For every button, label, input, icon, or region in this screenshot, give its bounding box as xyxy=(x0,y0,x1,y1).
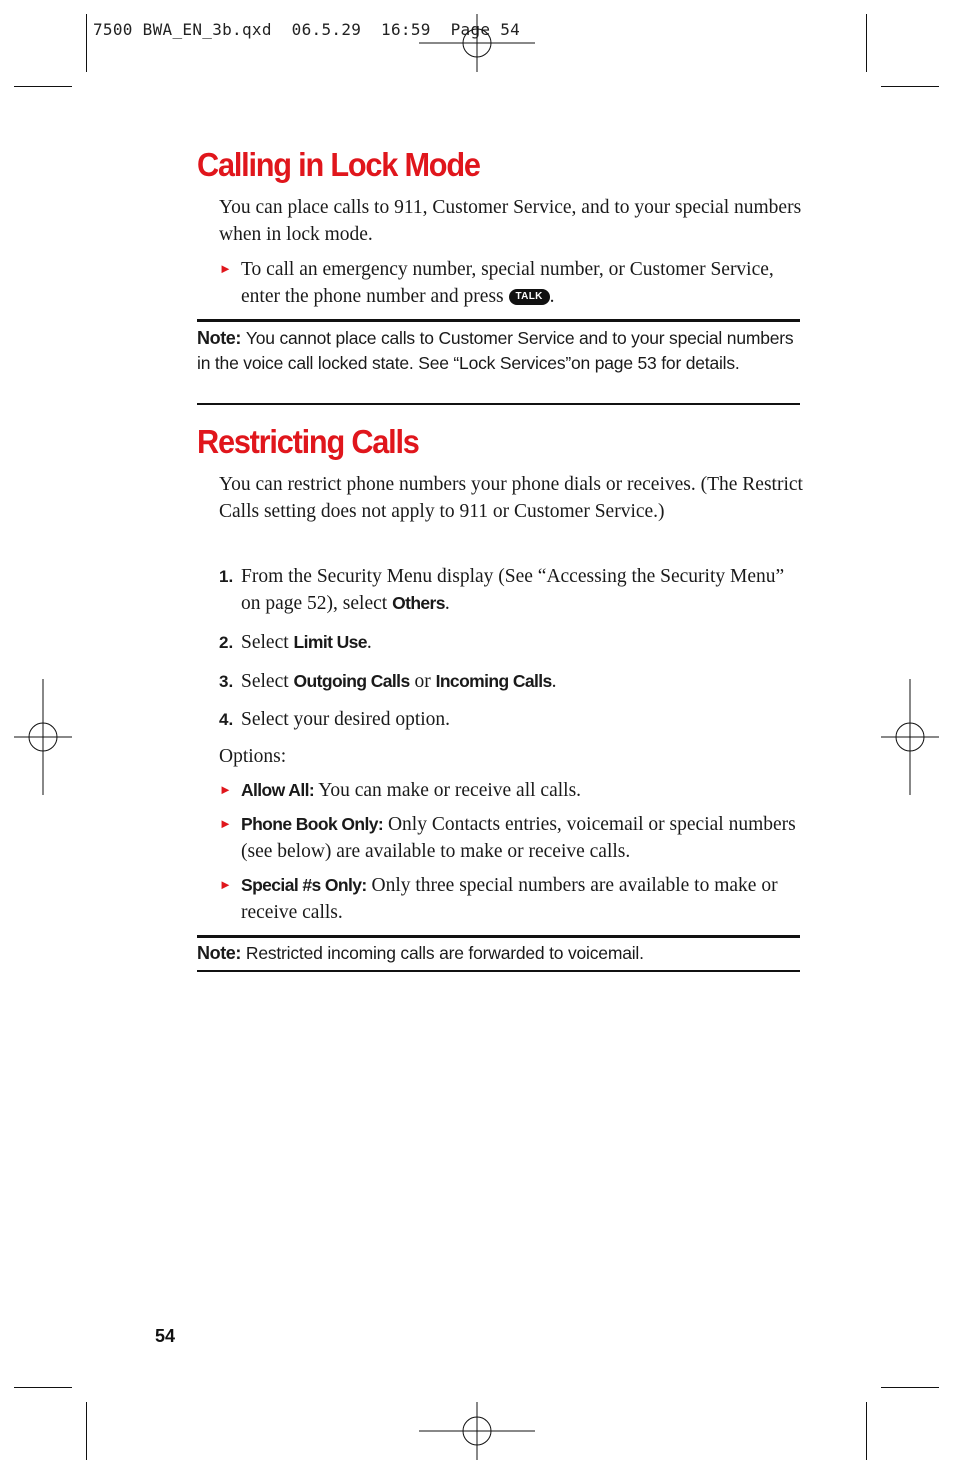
option-phone-book-only xyxy=(219,811,804,865)
note-text: Restricted incoming calls are forwarded to voicemail. xyxy=(245,943,644,963)
crop-mark-top-left-h xyxy=(14,86,72,87)
option-special-numbers-only xyxy=(219,872,804,926)
step-text: Select xyxy=(241,632,289,653)
option-text: You can make or receive all calls. xyxy=(318,780,582,801)
step-number: 2. xyxy=(219,633,234,652)
menu-option-limit-use: Limit Use xyxy=(293,632,367,652)
crop-mark-bottom-left-v xyxy=(86,1402,87,1460)
talk-key-icon: TALK xyxy=(509,289,550,305)
step-punct: . xyxy=(551,671,557,692)
section-title-restricting-calls: Restricting Calls xyxy=(197,423,419,460)
crop-mark-bottom-right-h xyxy=(881,1387,939,1388)
step-3 xyxy=(219,668,804,695)
step-text-or: or xyxy=(414,671,431,692)
step-1 xyxy=(219,563,804,617)
step-text: From the Security Menu display (See “Accessing the Security Menu” on page 52), select xyxy=(241,566,785,614)
note-box-2 xyxy=(197,935,800,972)
section1-bullet xyxy=(219,256,804,310)
option-label: Phone Book Only: xyxy=(241,814,384,834)
registration-mark-left xyxy=(14,679,72,795)
option-label: Special #s Only: xyxy=(241,875,367,895)
step-2 xyxy=(219,629,804,656)
note-label: Note: xyxy=(197,328,241,348)
crop-mark-top-left-v xyxy=(86,14,87,72)
option-allow-all xyxy=(219,777,804,804)
step-punct: . xyxy=(444,593,450,614)
registration-mark-top xyxy=(419,14,535,72)
crop-mark-bottom-right-v xyxy=(866,1402,867,1460)
step-text: Select your desired option. xyxy=(241,709,451,730)
bullet-arrow-icon: ► xyxy=(219,816,232,831)
note-label: Note: xyxy=(197,943,241,963)
bullet-arrow-icon: ► xyxy=(219,782,232,797)
crop-mark-top-right-h xyxy=(881,86,939,87)
file-slug-line: 7500 BWA_EN_3b.qxd 06.5.29 16:59 Page 54 xyxy=(93,20,521,39)
section1-bullet-end: . xyxy=(549,286,555,307)
option-text: Only three special numbers are available to make or receive calls. xyxy=(241,875,778,923)
crop-mark-top-right-v xyxy=(866,14,867,72)
bullet-arrow-icon: ► xyxy=(219,877,232,892)
options-label: Options: xyxy=(219,746,287,767)
step-number: 1. xyxy=(219,567,234,586)
section2-intro: You can restrict phone numbers your phone dials or receives. (The Restrict Calls setting does not apply to 911 or Customer Service.) xyxy=(219,474,803,522)
menu-option-others: Others xyxy=(392,593,445,613)
step-punct: . xyxy=(366,632,372,653)
section1-bullet-text: To call an emergency number, special number, or Customer Service, enter the phone number and press xyxy=(241,259,774,307)
page-number: 54 xyxy=(155,1326,176,1346)
registration-mark-bottom xyxy=(419,1402,535,1460)
section1-intro: You can place calls to 911, Customer Service, and to your special numbers when in lock mode. xyxy=(219,197,802,245)
note-text: You cannot place calls to Customer Service and to your special numbers in the voice call locked state. See “Lock Services”on page 53 for details. xyxy=(197,328,794,373)
note-box-1 xyxy=(197,319,800,405)
section-title-calling-in-lock-mode: Calling in Lock Mode xyxy=(197,146,480,183)
registration-mark-right xyxy=(881,679,939,795)
menu-option-incoming-calls: Incoming Calls xyxy=(435,671,552,691)
menu-option-outgoing-calls: Outgoing Calls xyxy=(293,671,410,691)
bullet-arrow-icon: ► xyxy=(219,261,232,276)
option-label: Allow All: xyxy=(241,780,315,800)
step-text: Select xyxy=(241,671,289,692)
step-4 xyxy=(219,706,804,733)
step-number: 4. xyxy=(219,710,234,729)
crop-mark-bottom-left-h xyxy=(14,1387,72,1388)
step-number: 3. xyxy=(219,672,234,691)
option-text: Only Contacts entries, voicemail or special numbers (see below) are available to make or receive calls. xyxy=(241,814,796,862)
